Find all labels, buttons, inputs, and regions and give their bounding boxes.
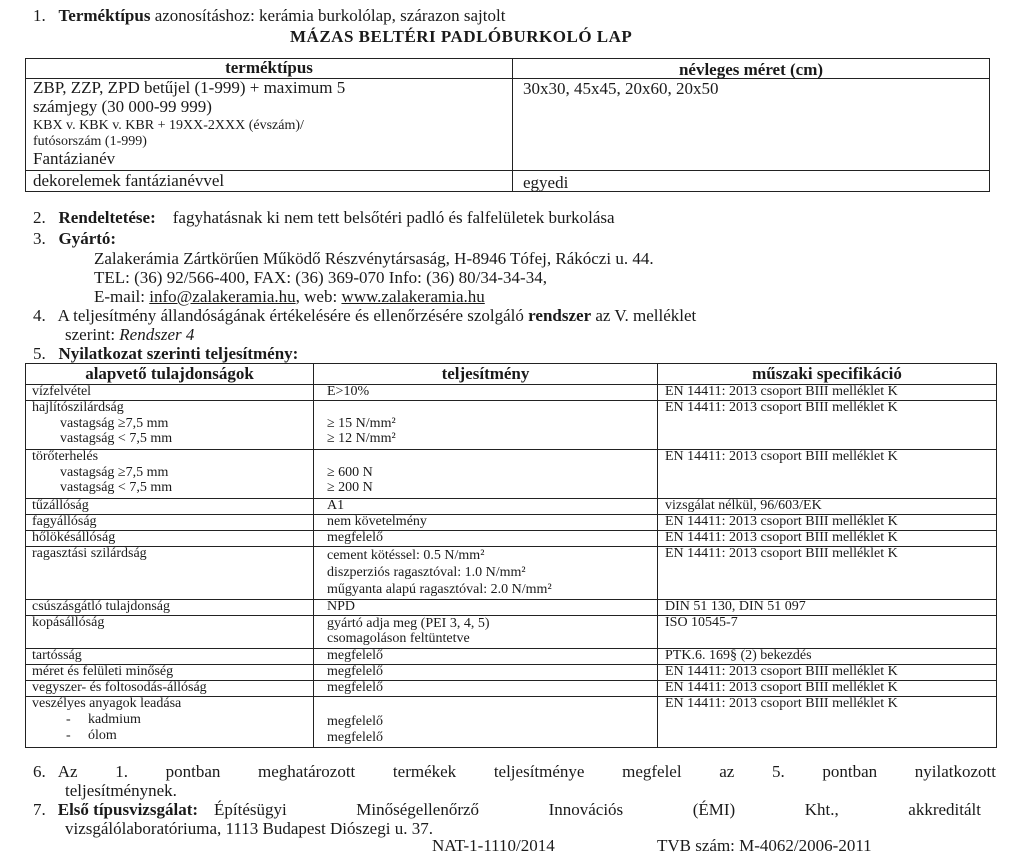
- property-cell: veszélyes anyagok leadása: [32, 696, 182, 711]
- property-cell: vízfelvétel: [32, 384, 92, 399]
- tvb-number: TVB szám: M-4062/2006-2011: [657, 836, 872, 855]
- spec-cell: EN 14411: 2013 csoport BIII melléklet K: [665, 400, 898, 415]
- section-3: [33, 229, 116, 249]
- property-cell: hajlítószilárdság: [32, 400, 124, 415]
- performance-cell: csomagoláson feltüntetve: [327, 631, 470, 646]
- manufacturer-contact: [94, 287, 485, 307]
- performance-cell: megfelelő: [327, 648, 383, 663]
- performance-cell: A1: [327, 498, 345, 513]
- table1-header-size: névleges méret (cm): [678, 60, 824, 79]
- section-number: 2.: [33, 208, 46, 227]
- section-label: Nyilatkozat szerinti teljesítmény:: [58, 344, 299, 363]
- section-number: 4.: [33, 306, 46, 325]
- system-value: Rendszer 4: [119, 325, 195, 344]
- property-cell: vegyszer- és foltosodás-állóság: [32, 680, 207, 695]
- property-cell: tartósság: [32, 648, 82, 663]
- table1-header-type: terméktípus: [225, 58, 313, 77]
- section-7: [33, 800, 981, 820]
- performance-cell: ≥ 12 N/mm²: [327, 431, 396, 446]
- table2-header-property: alapvető tulajdonságok: [85, 364, 254, 383]
- property-subcell: vastagság < 7,5 mm: [60, 480, 173, 495]
- performance-cell: megfelelő: [327, 530, 383, 545]
- performance-cell: gyártó adja meg (PEI 3, 4, 5): [327, 616, 490, 631]
- manufacturer-phone: TEL: (36) 92/566-400, FAX: (36) 369-070 Info: (36) 80/34-34-34,: [94, 268, 547, 287]
- section-6-line1: [33, 762, 996, 782]
- type-line: Fantázianév: [33, 149, 116, 168]
- spec-cell: EN 14411: 2013 csoport BIII melléklet K: [665, 664, 898, 679]
- section-text: Építésügyi Minőségellenőrző Innovációs (ÉMI) Kht., akkreditált: [214, 800, 981, 819]
- spec-cell: EN 14411: 2013 csoport BIII melléklet K: [665, 449, 898, 464]
- web-link[interactable]: www.zalakeramia.hu: [341, 287, 485, 306]
- property-cell: ragasztási szilárdság: [32, 546, 147, 561]
- property-subcell: vastagság < 7,5 mm: [60, 431, 173, 446]
- section-text: Az 1. pontban meghatározott termékek teljesítménye megfelel az 5. pontban nyilatkozott: [57, 762, 996, 781]
- performance-cell: megfelelő: [327, 680, 383, 695]
- spec-cell: EN 14411: 2013 csoport BIII melléklet K: [665, 384, 898, 399]
- performance-cell: műgyanta alapú ragasztóval: 2.0 N/mm²: [327, 582, 552, 597]
- performance-cell: nem követelmény: [327, 514, 427, 529]
- section-label: Első típusvizsgálat:: [57, 800, 199, 819]
- section-5: [33, 344, 298, 364]
- property-subcell: vastagság ≥7,5 mm: [60, 465, 169, 480]
- property-subcell: kadmium: [88, 712, 141, 727]
- section-number: 7.: [33, 800, 46, 819]
- performance-cell: ≥ 600 N: [327, 465, 373, 480]
- performance-cell: ≥ 200 N: [327, 480, 373, 495]
- section-text: szerint:: [65, 325, 116, 344]
- performance-cell: ≥ 15 N/mm²: [327, 416, 396, 431]
- property-cell: csúszásgátló tulajdonság: [32, 599, 171, 614]
- web-label: , web:: [295, 287, 338, 306]
- section-label: Gyártó:: [58, 229, 117, 248]
- type-line: futósorszám (1-999): [33, 134, 147, 149]
- section-6-line2: teljesítménynek.: [65, 781, 177, 800]
- section-4-line2: [65, 325, 194, 345]
- spec-cell: vizsgálat nélkül, 96/603/EK: [665, 498, 822, 513]
- section-4: [33, 306, 993, 326]
- decor-type: dekorelemek fantázianévvel: [33, 171, 225, 190]
- performance-cell: cement kötéssel: 0.5 N/mm²: [327, 548, 485, 563]
- section-6: [33, 762, 996, 782]
- section-number: 1.: [33, 6, 46, 25]
- performance-cell: diszperziós ragasztóval: 1.0 N/mm²: [327, 565, 526, 580]
- section-number: 5.: [33, 344, 46, 363]
- section-label: Rendeltetése:: [58, 208, 156, 227]
- property-cell: törőterhelés: [32, 449, 99, 464]
- list-dash: -: [66, 712, 71, 727]
- table2-header-spec: műszaki specifikáció: [752, 364, 902, 383]
- spec-cell: DIN 51 130, DIN 51 097: [665, 599, 806, 614]
- list-dash: -: [66, 728, 71, 743]
- property-cell: kopásállóság: [32, 615, 105, 630]
- table2-header-performance: teljesítmény: [441, 364, 530, 383]
- section-text: az V. melléklet: [595, 306, 697, 325]
- section-1-heading: [33, 6, 505, 26]
- property-cell: méret és felületi minőség: [32, 664, 174, 679]
- type-line: számjegy (30 000-99 999): [33, 97, 212, 116]
- section-text: azonosításhoz: kerámia burkolólap, szárazon sajtolt: [154, 6, 506, 25]
- section-number: 6.: [33, 762, 46, 781]
- section-7-line2: vizsgálólaboratóriuma, 1113 Budapest Diószegi u. 37.: [65, 819, 433, 838]
- spec-cell: EN 14411: 2013 csoport BIII melléklet K: [665, 530, 898, 545]
- email-link[interactable]: info@zalakeramia.hu: [149, 287, 296, 306]
- performance-cell: NPD: [327, 599, 356, 614]
- spec-cell: EN 14411: 2013 csoport BIII melléklet K: [665, 514, 898, 529]
- performance-cell: megfelelő: [327, 730, 383, 745]
- type-line: ZBP, ZZP, ZPD betűjel (1-999) + maximum 5: [33, 78, 346, 97]
- product-title: MÁZAS BELTÉRI PADLÓBURKOLÓ LAP: [290, 27, 633, 46]
- spec-cell: EN 14411: 2013 csoport BIII melléklet K: [665, 680, 898, 695]
- section-number: 3.: [33, 229, 46, 248]
- property-subcell: vastagság ≥7,5 mm: [60, 416, 169, 431]
- property-cell: fagyállóság: [32, 514, 97, 529]
- section-text: A teljesítmény állandóságának értékelésére és ellenőrzésére szolgáló: [57, 306, 524, 325]
- spec-cell: ISO 10545-7: [665, 615, 738, 630]
- email-label: E-mail:: [94, 287, 145, 306]
- manufacturer-address: Zalakerámia Zártkörűen Működő Részvénytársaság, H-8946 Tófej, Rákóczi u. 44.: [94, 249, 654, 268]
- type-line: KBX v. KBK v. KBR + 19XX-2XXX (évszám)/: [33, 118, 304, 133]
- size-value: 30x30, 45x45, 20x60, 20x50: [523, 79, 719, 98]
- property-cell: hőlökésállóság: [32, 530, 116, 545]
- spec-cell: PTK.6. 169§ (2) bekezdés: [665, 648, 812, 663]
- section-2: [33, 208, 615, 228]
- section-label: Terméktípus: [58, 6, 151, 25]
- nat-number: NAT-1-1110/2014: [432, 836, 555, 855]
- performance-cell: E>10%: [327, 384, 370, 399]
- performance-cell: megfelelő: [327, 714, 383, 729]
- decor-size: egyedi: [523, 173, 569, 192]
- property-cell: tűzállóság: [32, 498, 89, 513]
- property-subcell: ólom: [88, 728, 117, 743]
- spec-cell: EN 14411: 2013 csoport BIII melléklet K: [665, 546, 898, 561]
- spec-cell: EN 14411: 2013 csoport BIII melléklet K: [665, 696, 898, 711]
- performance-cell: megfelelő: [327, 664, 383, 679]
- section-text: fagyhatásnak ki nem tett belsőtéri padló és falfelületek burkolása: [172, 208, 615, 227]
- section-bold: rendszer: [528, 306, 592, 325]
